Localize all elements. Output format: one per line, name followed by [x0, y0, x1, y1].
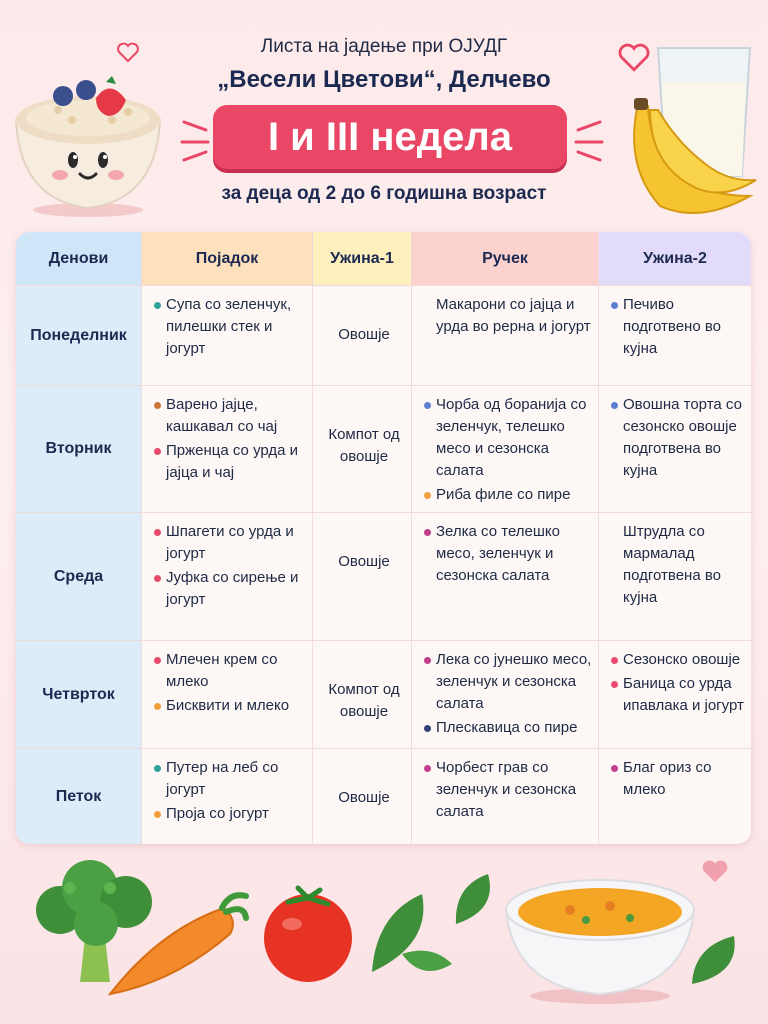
menu-item — [422, 394, 592, 482]
soup-bowl-illustration — [500, 866, 700, 1006]
bullet-dot-icon — [154, 703, 161, 710]
menu-item-text: Прженца со урда и јајца и чај — [166, 442, 299, 481]
weekly-menu-table — [16, 232, 751, 844]
bullet-dot-icon — [424, 492, 431, 499]
menu-item — [152, 440, 306, 484]
basil-leaf-illustration — [362, 884, 454, 980]
menu-item — [422, 757, 592, 823]
snack-1-cell: Овошје — [313, 513, 412, 641]
banana-illustration — [620, 96, 762, 222]
snack-2-cell — [599, 641, 751, 749]
age-subtitle: за деца од 2 до 6 годишна возраст — [221, 183, 547, 204]
menu-item-text: Супа со зеленчук, пилешки стек и јогурт — [166, 296, 292, 357]
menu-item — [609, 521, 745, 609]
header-snack-2: Ужина-2 — [599, 232, 751, 286]
menu-item-text: Плескавица со пире — [436, 719, 578, 736]
basil-leaf-illustration — [450, 870, 500, 930]
breakfast-cell — [142, 749, 313, 844]
kindergarten-name: „Весели Цветови“, Делчево — [217, 66, 551, 93]
breakfast-cell — [142, 386, 313, 513]
sparkle-lines-icon — [180, 116, 214, 166]
menu-item — [152, 757, 306, 801]
menu-item — [152, 567, 306, 611]
bullet-dot-icon — [154, 302, 161, 309]
menu-item-text: Макарони со јајца и урда во рерна и јогурт — [436, 296, 591, 335]
bullet-dot-icon — [424, 725, 431, 732]
day-cell: Четврток — [16, 641, 142, 749]
menu-item-text: Путер на леб со јогурт — [166, 759, 279, 798]
menu-item — [422, 521, 592, 587]
basil-leaf-illustration — [686, 930, 746, 990]
bullet-dot-icon — [424, 657, 431, 664]
bullet-dot-icon — [154, 811, 161, 818]
bullet-dot-icon — [154, 448, 161, 455]
menu-item-text: Риба филе со пире — [436, 486, 571, 503]
menu-item-text: Овошна торта со сезонско овошје подготвена во кујна — [623, 396, 742, 479]
header-days: Денови — [16, 232, 142, 286]
heart-icon — [700, 856, 730, 886]
bullet-dot-icon — [611, 402, 618, 409]
menu-item — [609, 394, 745, 482]
snack-2-cell — [599, 386, 751, 513]
lunch-cell — [412, 749, 599, 844]
bullet-dot-icon — [154, 529, 161, 536]
tomato-illustration — [258, 884, 358, 984]
heart-icon — [617, 40, 651, 74]
bullet-dot-icon — [611, 302, 618, 309]
menu-item — [609, 294, 745, 360]
day-cell: Вторник — [16, 386, 142, 513]
snack-2-cell — [599, 513, 751, 641]
day-cell: Понеделник — [16, 286, 142, 386]
menu-item — [422, 294, 592, 338]
day-cell: Петок — [16, 749, 142, 844]
bullet-dot-icon — [611, 657, 618, 664]
oatmeal-bowl-illustration — [8, 60, 168, 220]
menu-item — [152, 394, 306, 438]
bullet-dot-icon — [611, 681, 618, 688]
menu-item-text: Млечен крем со млеко — [166, 651, 278, 690]
bullet-dot-icon — [154, 575, 161, 582]
header-breakfast: Појадок — [142, 232, 313, 286]
menu-item-text: Чорбест грав со зеленчук и сезонска салата — [436, 759, 577, 820]
menu-item — [152, 803, 306, 825]
sparkle-lines-icon — [570, 116, 604, 166]
menu-title: Листа на јадење при ОЈУДГ — [260, 36, 508, 57]
snack-2-cell — [599, 286, 751, 386]
heart-icon — [116, 40, 140, 64]
week-banner: I и III недела — [213, 105, 567, 169]
bullet-dot-icon — [424, 765, 431, 772]
breakfast-cell — [142, 641, 313, 749]
header-lunch: Ручек — [412, 232, 599, 286]
menu-item-text: Чорба од боранија со зеленчук, телешко месо и сезонска салата — [436, 396, 587, 479]
menu-item-text: Зелка со телешко месо, зеленчук и сезонска салата — [436, 523, 560, 584]
menu-item-text: Печиво подготвено во кујна — [623, 296, 721, 357]
lunch-cell — [412, 513, 599, 641]
bullet-dot-icon — [154, 402, 161, 409]
day-cell: Среда — [16, 513, 142, 641]
breakfast-cell — [142, 286, 313, 386]
menu-item-text: Шпагети со урда и јогурт — [166, 523, 294, 562]
header-snack-1: Ужина-1 — [313, 232, 412, 286]
lunch-cell — [412, 641, 599, 749]
bullet-dot-icon — [424, 529, 431, 536]
menu-item — [609, 757, 745, 801]
menu-item-text: Проја со јогурт — [166, 805, 269, 822]
menu-item-text: Бисквити и млеко — [166, 697, 290, 714]
snack-1-cell: Компот од овошје — [313, 641, 412, 749]
menu-item-text: Штрудла со мармалад подготвена во кујна — [623, 523, 721, 606]
snack-1-cell: Компот од овошје — [313, 386, 412, 513]
snack-1-cell: Овошје — [313, 286, 412, 386]
bullet-dot-icon — [154, 657, 161, 664]
menu-item-text: Сезонско овошје — [623, 651, 741, 668]
menu-item — [422, 717, 592, 739]
breakfast-cell — [142, 513, 313, 641]
menu-item-text: Јуфка со сирење и јогурт — [166, 569, 299, 608]
menu-item — [152, 649, 306, 693]
menu-item — [152, 695, 306, 717]
menu-item-text: Варено јајце, кашкавал со чај — [166, 396, 278, 435]
snack-2-cell — [599, 749, 751, 844]
menu-item — [609, 649, 745, 671]
menu-item — [422, 484, 592, 506]
menu-item-text: Благ ориз со млеко — [623, 759, 712, 798]
menu-item-text: Баница со урда ипавлака и јогурт — [623, 675, 744, 714]
lunch-cell — [412, 286, 599, 386]
lunch-cell — [412, 386, 599, 513]
menu-item — [152, 521, 306, 565]
bullet-dot-icon — [154, 765, 161, 772]
bullet-dot-icon — [424, 402, 431, 409]
menu-item — [422, 649, 592, 715]
bullet-dot-icon — [611, 765, 618, 772]
menu-item-text: Лека со јунешко месо, зеленчук и сезонска салата — [436, 651, 592, 712]
menu-item — [152, 294, 306, 360]
menu-item — [609, 673, 745, 717]
carrot-illustration — [100, 890, 250, 1010]
snack-1-cell: Овошје — [313, 749, 412, 844]
